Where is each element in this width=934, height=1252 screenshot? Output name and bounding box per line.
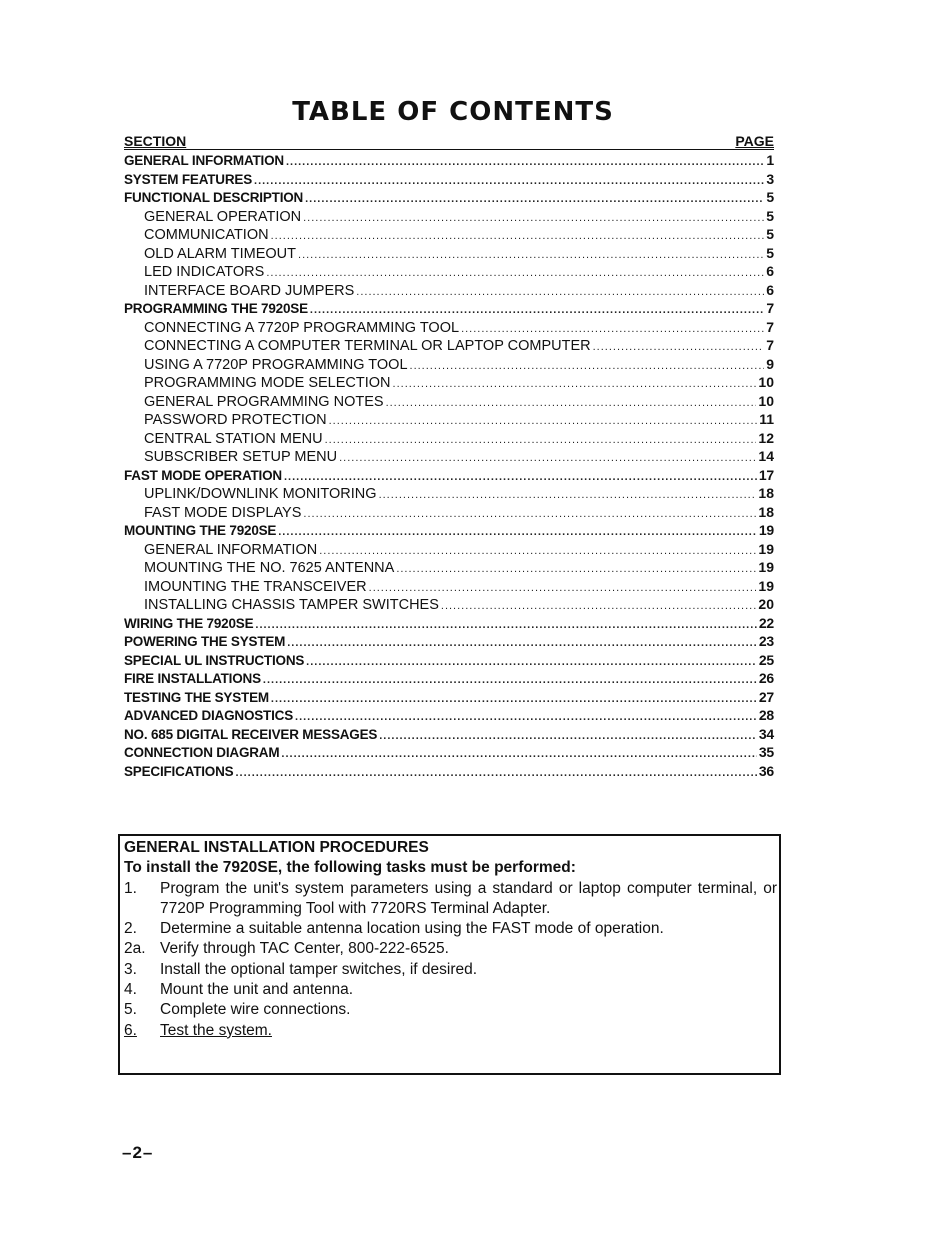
toc-entry-label: GENERAL INFORMATION bbox=[144, 541, 318, 558]
toc-dot-leader bbox=[310, 301, 765, 320]
toc-entry-page: 5 bbox=[766, 244, 774, 261]
toc-entry-label: OLD ALARM TIMEOUT bbox=[144, 245, 297, 262]
toc-dot-leader bbox=[410, 357, 765, 376]
toc-dot-leader bbox=[339, 449, 756, 468]
toc-entry-label: GENERAL OPERATION bbox=[144, 208, 302, 225]
toc-entry-page: 17 bbox=[758, 466, 774, 483]
step-number: 2. bbox=[124, 920, 137, 938]
toc-dot-leader bbox=[284, 468, 757, 487]
toc-dot-leader bbox=[379, 486, 757, 505]
toc-section-entry bbox=[124, 614, 774, 633]
toc-entry-page: 34 bbox=[758, 725, 774, 742]
toc-entry-label: SUBSCRIBER SETUP MENU bbox=[144, 449, 338, 465]
step-text: Test the system. bbox=[160, 1021, 272, 1039]
toc-section-entry bbox=[124, 725, 774, 744]
toc-dot-leader bbox=[303, 505, 756, 524]
toc-entry-label: CONNECTION DIAGRAM bbox=[124, 745, 280, 760]
toc-dot-leader bbox=[329, 412, 758, 431]
toc-dot-leader bbox=[271, 227, 765, 246]
toc-entry-label: COMMUNICATION bbox=[144, 227, 269, 243]
toc-dot-leader bbox=[303, 209, 764, 228]
toc-entry-page: 5 bbox=[766, 226, 774, 242]
toc-entry-label: INTERFACE BOARD JUMPERS bbox=[144, 282, 355, 299]
toc-subsection-entry bbox=[124, 558, 774, 577]
section-column-header: SECTION bbox=[124, 133, 187, 149]
toc-subsection-entry bbox=[124, 429, 774, 448]
step-text: Program the unit's system parameters using a standard or laptop computer terminal, or 7720P Programming Tool with 7720RS Terminal Adapter. bbox=[160, 879, 777, 917]
toc-entry-page: 19 bbox=[758, 522, 774, 538]
toc-dot-leader bbox=[235, 764, 756, 783]
step-number: 1. bbox=[124, 879, 137, 897]
toc-dot-leader bbox=[263, 671, 757, 690]
toc-dot-leader bbox=[306, 653, 757, 672]
toc-entry-label: UPLINK/DOWNLINK MONITORING bbox=[144, 486, 377, 502]
toc-entry-page: 22 bbox=[758, 614, 774, 631]
procedure-steps-list bbox=[124, 879, 777, 1041]
toc-subsection-entry bbox=[124, 540, 774, 559]
toc-entry-label: SPECIAL UL INSTRUCTIONS bbox=[124, 652, 305, 668]
toc-entry-page: 27 bbox=[758, 688, 774, 705]
toc-section-entry bbox=[124, 632, 774, 651]
toc-entry-page: 10 bbox=[758, 374, 774, 390]
page-column-header: PAGE bbox=[735, 133, 774, 149]
toc-subsection-entry bbox=[124, 577, 774, 596]
toc-entry-page: 28 bbox=[758, 707, 774, 723]
toc-section-entry bbox=[124, 299, 774, 318]
toc-subsection-entry bbox=[124, 373, 774, 392]
toc-dot-leader bbox=[461, 320, 764, 339]
toc-entry-page: 7 bbox=[766, 300, 774, 316]
toc-subsection-entry bbox=[124, 355, 774, 374]
toc-entry-page: 19 bbox=[758, 577, 774, 594]
toc-dot-leader bbox=[319, 542, 756, 561]
toc-entry-label: USING A 7720P PROGRAMMING TOOL bbox=[144, 356, 408, 373]
toc-subsection-entry bbox=[124, 336, 774, 355]
toc-entry-page: 18 bbox=[758, 485, 774, 501]
procedures-heading: GENERAL INSTALLATION PROCEDURES bbox=[124, 839, 429, 856]
toc-entry-label: MOUNTING THE NO. 7625 ANTENNA bbox=[144, 560, 395, 576]
toc-subsection-entry bbox=[124, 244, 774, 263]
toc-section-entry bbox=[124, 170, 774, 189]
toc-dot-leader bbox=[325, 431, 757, 450]
toc-dot-leader bbox=[396, 560, 756, 579]
toc-entry-page: 19 bbox=[758, 559, 774, 575]
toc-dot-leader bbox=[278, 523, 757, 542]
toc-entry-page: 6 bbox=[766, 281, 774, 298]
toc-entry-page: 5 bbox=[766, 207, 774, 224]
toc-dot-leader bbox=[298, 246, 764, 265]
toc-entry-page: 10 bbox=[758, 392, 774, 409]
toc-subsection-entry bbox=[124, 281, 774, 300]
toc-entry-label: NO. 685 DIGITAL RECEIVER MESSAGES bbox=[124, 726, 378, 742]
toc-subsection-entry bbox=[124, 262, 774, 281]
toc-entry-label: POWERING THE SYSTEM bbox=[124, 634, 286, 649]
toc-entry-page: 18 bbox=[758, 503, 774, 520]
toc-entry-label: SYSTEM FEATURES bbox=[124, 171, 253, 187]
toc-dot-leader bbox=[271, 690, 757, 709]
toc-section-entry bbox=[124, 651, 774, 670]
toc-dot-leader bbox=[441, 597, 757, 616]
toc-entry-page: 20 bbox=[758, 596, 774, 612]
step-text: Verify through TAC Center, 800-222-6525. bbox=[160, 940, 449, 958]
procedure-step bbox=[124, 1021, 777, 1041]
toc-entry-label: FAST MODE OPERATION bbox=[124, 467, 282, 483]
toc-entry-page: 26 bbox=[758, 670, 774, 686]
table-of-contents bbox=[124, 131, 774, 780]
toc-entry-list bbox=[124, 151, 774, 780]
installation-procedures-box bbox=[118, 834, 781, 1075]
procedures-intro: To install the 7920SE, the following tasks must be performed: bbox=[124, 859, 576, 877]
toc-entry-label: IMOUNTING THE TRANSCEIVER bbox=[144, 578, 367, 595]
toc-entry-label: CONNECTING A 7720P PROGRAMMING TOOL bbox=[144, 319, 460, 336]
step-number: 2a. bbox=[124, 940, 146, 958]
toc-entry-page: 7 bbox=[766, 318, 774, 335]
toc-dot-leader bbox=[356, 283, 764, 302]
toc-entry-label: ADVANCED DIAGNOSTICS bbox=[124, 708, 294, 723]
toc-section-entry bbox=[124, 706, 774, 725]
toc-subsection-entry bbox=[124, 410, 774, 429]
toc-dot-leader bbox=[287, 634, 757, 653]
toc-section-entry bbox=[124, 521, 774, 540]
step-number: 4. bbox=[124, 981, 137, 999]
toc-entry-page: 19 bbox=[758, 540, 774, 557]
toc-entry-page: 5 bbox=[766, 189, 774, 205]
procedure-step bbox=[124, 919, 777, 939]
toc-subsection-entry bbox=[124, 207, 774, 226]
toc-section-entry bbox=[124, 669, 774, 688]
toc-entry-label: PROGRAMMING MODE SELECTION bbox=[144, 375, 391, 391]
toc-entry-label: PROGRAMMING THE 7920SE bbox=[124, 301, 308, 316]
toc-entry-page: 25 bbox=[758, 651, 774, 668]
toc-entry-label: FIRE INSTALLATIONS bbox=[124, 671, 261, 686]
toc-entry-page: 3 bbox=[766, 170, 774, 187]
step-text: Determine a suitable antenna location using the FAST mode of operation. bbox=[160, 920, 664, 938]
procedure-step bbox=[124, 879, 777, 920]
toc-entry-page: 9 bbox=[766, 355, 774, 372]
toc-dot-leader bbox=[305, 190, 764, 209]
toc-entry-label: LED INDICATORS bbox=[144, 264, 265, 280]
toc-section-entry bbox=[124, 188, 774, 207]
toc-dot-leader bbox=[393, 375, 757, 394]
toc-dot-leader bbox=[281, 745, 756, 764]
toc-dot-leader bbox=[255, 616, 756, 635]
procedure-step bbox=[124, 1000, 777, 1020]
toc-entry-label: CENTRAL STATION MENU bbox=[144, 430, 323, 447]
toc-dot-leader bbox=[369, 579, 757, 598]
toc-subsection-entry bbox=[124, 447, 774, 466]
toc-entry-label: SPECIFICATIONS bbox=[124, 763, 234, 779]
step-number: 5. bbox=[124, 1001, 137, 1019]
page-number: –2– bbox=[122, 1143, 154, 1162]
toc-section-entry bbox=[124, 151, 774, 170]
page-title: TABLE OF CONTENTS bbox=[292, 97, 614, 127]
toc-entry-label: WIRING THE 7920SE bbox=[124, 615, 254, 631]
procedure-step bbox=[124, 939, 777, 959]
toc-entry-label: CONNECTING A COMPUTER TERMINAL OR LAPTOP COMPUTER bbox=[144, 338, 591, 354]
procedure-step bbox=[124, 980, 777, 1000]
toc-subsection-entry bbox=[124, 318, 774, 337]
toc-entry-label: GENERAL INFORMATION bbox=[124, 153, 284, 168]
toc-entry-label: GENERAL PROGRAMMING NOTES bbox=[144, 393, 384, 410]
step-number: 3. bbox=[124, 960, 137, 978]
toc-entry-page: 35 bbox=[758, 744, 774, 760]
toc-entry-page: 7 bbox=[766, 337, 774, 353]
step-text: Complete wire connections. bbox=[160, 1001, 351, 1019]
procedure-step bbox=[124, 960, 777, 980]
toc-entry-label: FUNCTIONAL DESCRIPTION bbox=[124, 190, 304, 205]
toc-subsection-entry bbox=[124, 503, 774, 522]
toc-dot-leader bbox=[286, 153, 764, 172]
toc-subsection-entry bbox=[124, 392, 774, 411]
toc-dot-leader bbox=[254, 172, 764, 191]
toc-entry-label: INSTALLING CHASSIS TAMPER SWITCHES bbox=[144, 597, 439, 613]
toc-section-entry bbox=[124, 688, 774, 707]
toc-entry-page: 14 bbox=[758, 448, 774, 464]
toc-entry-page: 11 bbox=[759, 411, 774, 427]
toc-header bbox=[124, 131, 774, 150]
toc-dot-leader bbox=[266, 264, 764, 283]
step-text: Mount the unit and antenna. bbox=[160, 981, 354, 999]
toc-dot-leader bbox=[295, 708, 757, 727]
toc-entry-label: TESTING THE SYSTEM bbox=[124, 689, 269, 705]
toc-dot-leader bbox=[386, 394, 757, 413]
toc-entry-page: 6 bbox=[766, 263, 774, 279]
toc-subsection-entry bbox=[124, 484, 774, 503]
toc-entry-page: 36 bbox=[758, 762, 774, 779]
toc-dot-leader bbox=[593, 338, 765, 357]
toc-entry-page: 1 bbox=[766, 152, 774, 168]
toc-section-entry bbox=[124, 466, 774, 485]
toc-subsection-entry bbox=[124, 225, 774, 244]
toc-section-entry bbox=[124, 762, 774, 781]
toc-entry-label: MOUNTING THE 7920SE bbox=[124, 523, 277, 538]
step-number: 6. bbox=[124, 1021, 137, 1039]
toc-entry-label: FAST MODE DISPLAYS bbox=[144, 504, 302, 521]
toc-entry-page: 23 bbox=[758, 633, 774, 649]
toc-section-entry bbox=[124, 743, 774, 762]
toc-entry-page: 12 bbox=[758, 429, 774, 446]
toc-dot-leader bbox=[379, 727, 757, 746]
toc-entry-label: PASSWORD PROTECTION bbox=[144, 412, 327, 428]
toc-subsection-entry bbox=[124, 595, 774, 614]
step-text: Install the optional tamper switches, if desired. bbox=[160, 960, 478, 978]
